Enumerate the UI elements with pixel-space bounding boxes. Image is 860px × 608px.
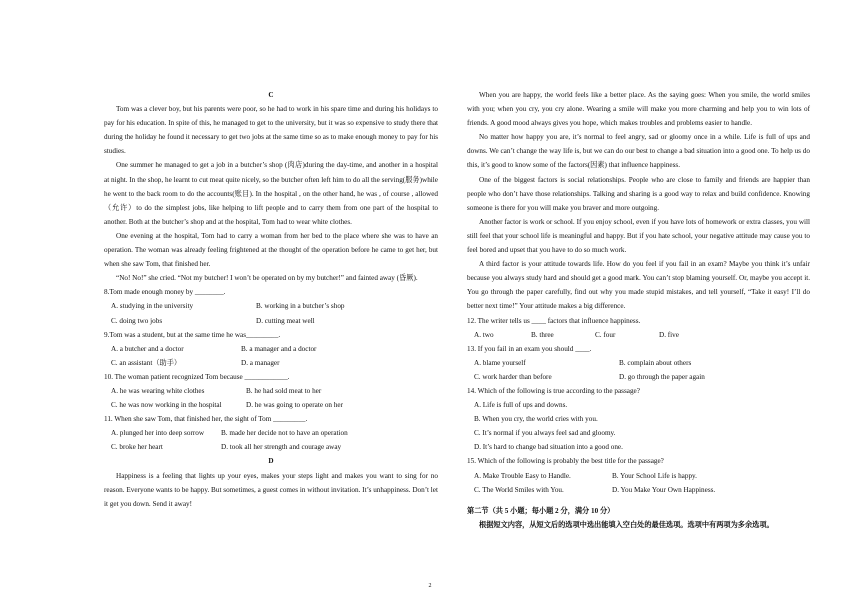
option-a: A. studying in the university bbox=[111, 302, 194, 311]
option-c: C. work harder than before bbox=[474, 372, 552, 381]
option-a: A. Life is full of ups and downs. bbox=[474, 401, 568, 410]
option-b: B. three bbox=[531, 330, 554, 339]
passage-d-paragraph: A third factor is your attitude towards life. How do you feel if you fail in an exam? Maybe you think it’s unfair because you always study hard and should get a good mark. You can’t stop blaming yourself. Or, maybe you accept it. You go through the paper carefully, find out why you made stupid mistakes, and tell yourself, “Take it easy! I’ll do better next time!” Your attitude makes a big difference. bbox=[467, 260, 810, 311]
passage-d-heading: D bbox=[268, 457, 274, 466]
option-b: B. When you cry, the world cries with you. bbox=[474, 415, 598, 424]
question-9: 9.Tom was a student, but at the same time he was_________. bbox=[104, 330, 281, 339]
option-d: D. You Make Your Own Happiness. bbox=[612, 485, 716, 494]
question-12: 12. The writer tells us ____ factors that influence happiness. bbox=[467, 316, 641, 325]
option-a: A. two bbox=[474, 330, 494, 339]
question-11-options bbox=[104, 440, 438, 454]
option-c: C. doing two jobs bbox=[111, 316, 163, 325]
option-b: B. Your School Life is happy. bbox=[612, 471, 697, 480]
question-10: 10. The woman patient recognized Tom because ____________. bbox=[104, 372, 290, 381]
option-d: D. five bbox=[659, 330, 679, 339]
passage-c-paragraph: Tom was a clever boy, but his parents were poor, so he had to work in his spare time and during his holidays to pay for his education. In spite of this, he managed to get to the university, but it was so expensive to study there that during the holiday he found it necessary to get two jobs at the same time so as to make enough money to pay for his studies. bbox=[104, 105, 438, 156]
option-b: B. he had sold meat to her bbox=[246, 386, 322, 395]
question-14: 14. Which of the following is true according to the passage? bbox=[467, 386, 640, 395]
option-d: D. he was going to operate on her bbox=[246, 401, 344, 410]
question-8-options bbox=[104, 299, 438, 313]
question-9-options bbox=[104, 356, 438, 370]
question-15-options bbox=[467, 483, 810, 497]
passage-d-paragraph: Another factor is work or school. If you enjoy school, even if you have lots of homework or extra classes, you will still feel that your school life is meaningful and happy. But if you hate school, your negative attitude may cause you to feel bored and upset that you have to do so much work. bbox=[467, 217, 810, 255]
page-number: 2 bbox=[428, 583, 432, 589]
passage-c-heading: C bbox=[268, 91, 274, 99]
question-9-options bbox=[104, 342, 438, 356]
question-11: 11. When she saw Tom, that finished her, the sight of Tom _________. bbox=[104, 415, 308, 424]
option-d: D. It’s hard to change bad situation into a good one. bbox=[474, 443, 623, 452]
option-c: C. The World Smiles with You. bbox=[474, 485, 564, 494]
option-b: B. a manager and a doctor bbox=[241, 344, 317, 353]
section-heading: 第二节（共 5 小题；每小题 2 分，满分 10 分） bbox=[467, 506, 615, 515]
question-11-options bbox=[104, 426, 438, 440]
section-instruction: 根据短文内容，从短文后的选项中选出能填入空白处的最佳选项。选项中有两项为多余选项。 bbox=[479, 520, 774, 529]
option-c: C. It’s normal if you always feel sad and gloomy. bbox=[474, 429, 616, 438]
option-c: C. broke her heart bbox=[111, 443, 163, 452]
option-b: B. made her decide not to have an operation bbox=[221, 429, 348, 438]
question-15: 15. Which of the following is probably the best title for the passage? bbox=[467, 457, 664, 466]
question-8: 8.Tom made enough money by ________. bbox=[104, 288, 226, 297]
question-10-options bbox=[104, 398, 438, 412]
question-10-options bbox=[104, 384, 438, 398]
option-c: C. four bbox=[595, 330, 616, 339]
passage-c-paragraph: One evening at the hospital, Tom had to carry a woman from her bed to the place where she was to have an operation. The woman was already feeling frightened at the thought of the operation before he came to get her, but when she saw Tom, that finished her. bbox=[104, 231, 438, 269]
option-a: A. Make Trouble Easy to Handle. bbox=[474, 471, 571, 480]
option-b: B. working in a butcher’s shop bbox=[256, 302, 345, 311]
option-c: C. he was now working in the hospital bbox=[111, 401, 222, 410]
option-a: A. a butcher and a doctor bbox=[111, 344, 184, 353]
left-column bbox=[104, 88, 438, 511]
option-d: D. cutting meat well bbox=[256, 316, 315, 325]
question-12-options bbox=[467, 328, 810, 342]
option-a: A. plunged her into deep sorrow bbox=[111, 429, 205, 438]
question-13-options bbox=[467, 356, 810, 370]
option-d: D. took all her strength and courage away bbox=[221, 443, 342, 452]
question-8-options bbox=[104, 314, 438, 328]
question-13-options bbox=[467, 370, 810, 384]
option-b: B. complain about others bbox=[619, 358, 692, 367]
question-13: 13. If you fail in an exam you should ____. bbox=[467, 344, 592, 353]
option-d: D. a manager bbox=[241, 358, 280, 367]
option-a: A. blame yourself bbox=[474, 358, 526, 367]
passage-c-paragraph: “No! No!” she cried. “Not my butcher! I won’t be operated on by my butcher!” and fainted away (昏厥). bbox=[116, 274, 418, 283]
passage-c-paragraph: One summer he managed to get a job in a butcher’s shop (肉店)during the day-time, and another in a hospital at night. In the shop, he learnt to cut meat quite nicely, so the butcher often left him to do all the serving(服务)while he went to the back room to do the accounts(账目). In the hospital , on the other hand, he was , of course , allowed （允许）to do the simplest jobs, like helping to lift people and to carry them from one part of the hospital to another. Both at the butcher’s shop and at the hospital, Tom had to wear white clothes. bbox=[104, 161, 438, 226]
question-15-options bbox=[467, 469, 810, 483]
option-d: D. go through the paper again bbox=[619, 372, 705, 381]
passage-d-paragraph: No matter how happy you are, it’s normal to feel angry, sad or gloomy once in a while. Life is full of ups and downs. We can’t change the way life is, but we can do our best to change a bad situation into a good one. To help us do this, it’s good to know some of the factors(因素) that influence happiness. bbox=[467, 133, 810, 170]
passage-d-paragraph: When you are happy, the world feels like a better place. As the saying goes: When you smile, the world smiles with you; when you cry, you cry alone. Wearing a smile will make you more charming and help you to win lots of friends. A good mood always gives you hope, which makes troubles and problems easier to handle. bbox=[467, 91, 810, 128]
passage-d-paragraph: Happiness is a feeling that lights up your eyes, makes your steps light and makes you want to sing for no reason. Everyone wants to be happy. But sometimes, a guest comes in without invitation. It’s unhappiness. Don’t let it get you down. Send it away! bbox=[104, 471, 438, 508]
option-a: A. he was wearing white clothes bbox=[111, 386, 205, 395]
option-c: C. an assistant（助手） bbox=[111, 358, 182, 367]
passage-d-paragraph: One of the biggest factors is social relationships. People who are close to family and friends are happier than people who don’t have those relationships. Talking and sharing is a good way to relax and build confidence. Knowing someone is there for you will make you braver and more outgoing. bbox=[467, 175, 810, 212]
right-column bbox=[467, 88, 810, 532]
